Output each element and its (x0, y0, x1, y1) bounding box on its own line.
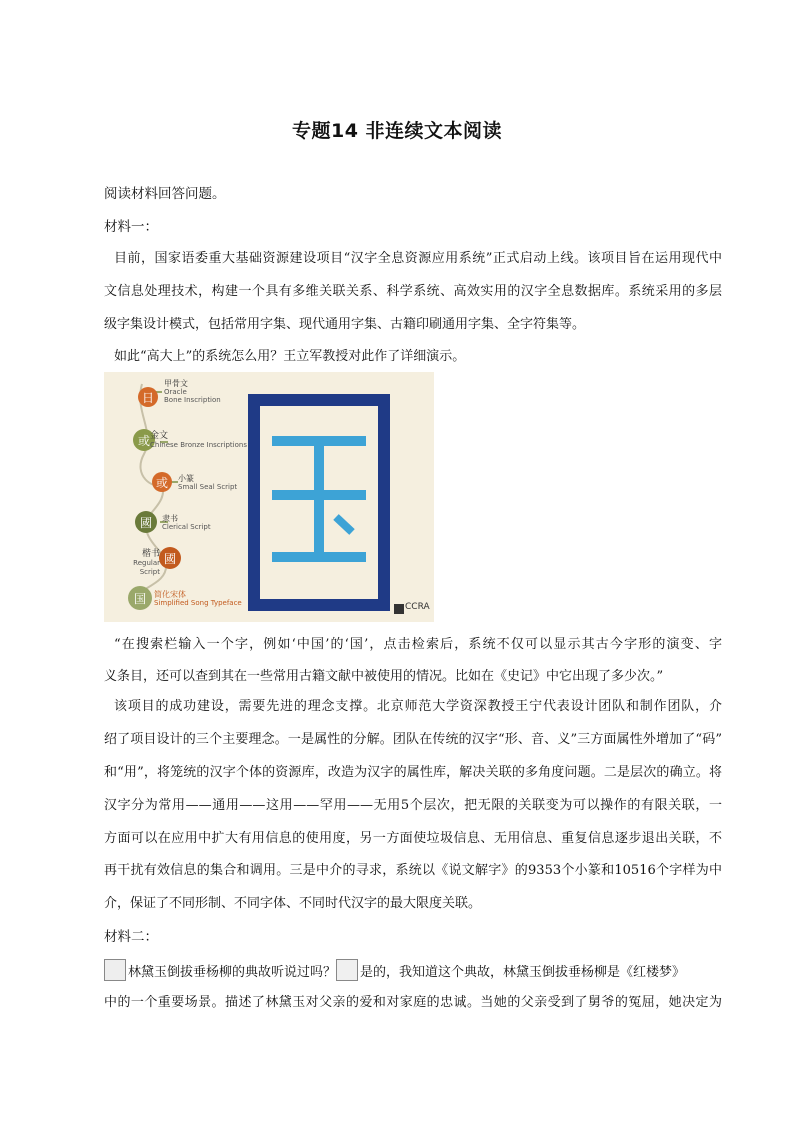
svg-text:國: 國 (163, 552, 177, 566)
paragraph-line: 汉字分为常用——通用——这用——罕用——无用5个层次，把无限的关联变为可以操作的有限关联，一 (104, 798, 722, 813)
stage-label: 金文 Chinese Bronze Inscriptions (150, 431, 247, 449)
evolution-diagram (104, 372, 434, 622)
question-text: 林黛玉倒拔垂杨柳的典故听说过吗？ (128, 965, 337, 980)
paragraph-line: 和“用”，将笼统的汉字个体的资源库，改造为汉字的属性库，解决关联的多角度问题。二是层次的确立。将 (104, 765, 722, 780)
stage-label: 简化宋体 Simplified Song Typeface (154, 590, 242, 607)
page-title: 专题14 非连续文本阅读 (291, 120, 503, 142)
chat-line (104, 959, 724, 981)
paragraph-line: “在搜索栏输入一个字，例如‘中国’的‘国’，点击检索后，系统不仅可以显示其古今字形的演变、字 (114, 637, 722, 652)
svg-text:國: 國 (139, 516, 153, 530)
character-evolution-figure (104, 372, 434, 622)
logo-text: CCRA (405, 602, 430, 612)
answer-text: 是的，我知道这个典故，林黛玉倒拔垂杨柳是《红楼梦》 (360, 965, 686, 980)
stage-label: 隶书 Clerical Script (162, 514, 211, 531)
paragraph-line: 该项目的成功建设，需要先进的理念支撑。北京师范大学资深教授王宁代表设计团队和制作团队，介 (114, 699, 722, 714)
paragraph-line: 中的一个重要场景。描述了林黛玉对父亲的爱和对家庭的忠诚。当她的父亲受到了舅爷的冤屈，她决定为 (104, 995, 722, 1010)
paragraph-line: 文信息处理技术，构建一个具有多维关联关系、科学系统、高效实用的汉字全息数据库。系统采用的多层 (104, 284, 722, 299)
paragraph-line: 绍了项目设计的三个主要理念。一是属性的分解。团队在传统的汉字“形、音、义”三方面属性外增加了“码” (104, 732, 722, 747)
user-avatar-icon (104, 959, 126, 981)
svg-text:国: 国 (133, 592, 147, 606)
svg-text:日: 日 (141, 391, 155, 405)
stage-label: 甲骨文 Oracle Bone Inscription (164, 379, 221, 404)
paragraph-line: 如此“高大上”的系统怎么用？王立军教授对此作了详细演示。 (114, 349, 466, 364)
paragraph-line: 级字集设计模式，包括常用字集、现代通用字集、古籍印刷通用字集、全字符集等。 (104, 317, 586, 332)
paragraph-line: 义条目，还可以查到其在一些常用古籍文献中被使用的情况。比如在《史记》中它出现了多少次。” (104, 669, 664, 684)
paragraph-line: 方面可以在应用中扩大有用信息的使用度，另一方面使垃圾信息、无用信息、重复信息逐步退出关联，不 (104, 831, 722, 846)
material-two-label: 材料二： (104, 929, 158, 945)
paragraph-line: 目前，国家语委重大基础资源建设项目“汉字全息资源应用系统”正式启动上线。该项目旨在运用现代中 (114, 251, 722, 266)
svg-text:或: 或 (155, 476, 169, 490)
intro-text: 阅读材料回答问题。 (104, 186, 226, 202)
ai-avatar-icon (336, 959, 358, 981)
paragraph-line: 再干扰有效信息的集合和调用。三是中介的寻求，系统以《说文解字》的9353个小篆和10516个字样为中 (104, 863, 722, 878)
svg-text:或: 或 (137, 434, 151, 448)
material-one-label: 材料一： (104, 219, 158, 235)
stage-label: 小篆 Small Seal Script (178, 474, 238, 491)
stage-label: 楷书 Regular Script (133, 549, 160, 576)
paragraph-line: 介，保证了不同形制、不同字体、不同时代汉字的最大限度关联。 (104, 896, 482, 911)
